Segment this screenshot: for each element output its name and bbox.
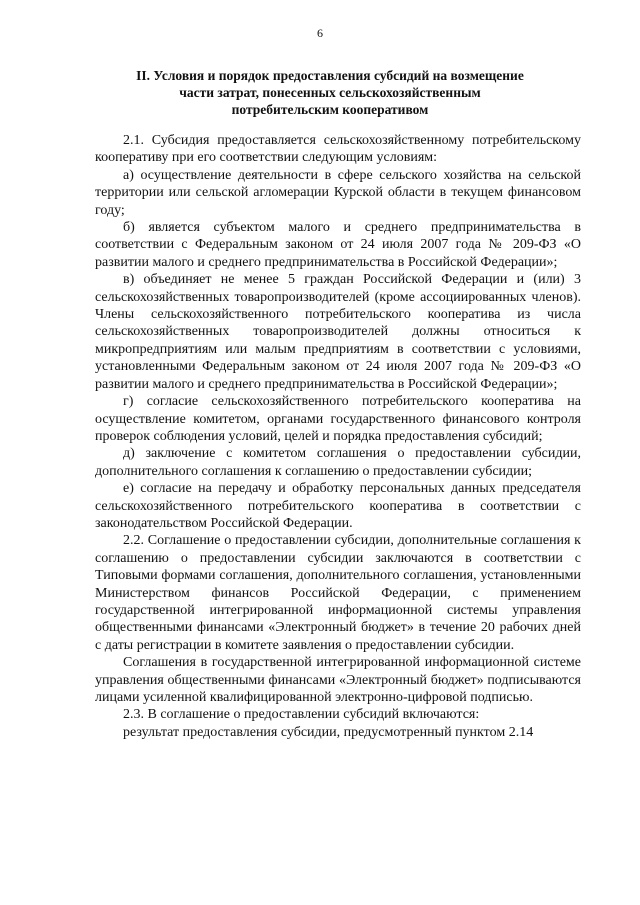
paragraph-agreements-signing: Соглашения в государственной интегрированной информационной системе управления общественными финансами «Электронный бюджет» подписываются лицами усиленной квалифицированной электронно-цифровой подписью. bbox=[95, 655, 581, 705]
paragraph-result: результат предоставления субсидии, предусмотренный пунктом 2.14 bbox=[123, 724, 534, 740]
paragraph-condition-c: в) объединяет не менее 5 граждан Российской Федерации и (или) 3 сельскохозяйственных товаропроизводителей (кроме ассоциированных членов). Члены сельскохозяйственного потребительского кооператива из числа сельскохозяйственных товаропроизводителей должны относиться к микропредприятиям или малым предприятиям в соответствии с условиями, установленными Федеральным законом от 24 июля 2007 года № 209-ФЗ «О развитии малого и среднего предпринимательства в Российской Федерации»; bbox=[95, 272, 581, 392]
section-title-line-2: части затрат, понесенных сельскохозяйственным bbox=[179, 85, 481, 100]
paragraph-2-2: 2.2. Соглашение о предоставлении субсидии, дополнительные соглашения к соглашению о предоставлении субсидии заключаются в соответствии с Типовыми формами соглашения, дополнительного соглашения, установленными Министерством финансов Российской Федерации, с применением государственной интегрированной информационной системы управления общественными финансами «Электронный бюджет» в течение 20 рабочих дней с даты регистрации в комитете заявления о предоставлении субсидии. bbox=[95, 533, 581, 653]
section-title-line-3: потребительским кооперативом bbox=[231, 102, 429, 117]
paragraph-condition-a: а) осуществление деятельности в сфере сельского хозяйства на сельской территории или сельской агломерации Курской области в текущем финансовом году; bbox=[95, 167, 581, 218]
page-number: 6 bbox=[317, 26, 323, 40]
paragraph-condition-b: б) является субъектом малого и среднего предпринимательства в соответствии с Федеральным законом от 24 июля 2007 года № 209-ФЗ «О развитии малого и среднего предпринимательства в Российской Федерации»; bbox=[95, 220, 581, 270]
paragraph-condition-d: г) согласие сельскохозяйственного потребительского кооператива на осуществление комитетом, органами государственного финансового контроля проверок соблюдения условий, целей и порядка предоставления субсидий; bbox=[95, 394, 581, 444]
document-body bbox=[95, 132, 581, 741]
paragraph-condition-f: е) согласие на передачу и обработку персональных данных председателя сельскохозяйственного потребительского кооператива в соответствии с законодательством Российской Федерации. bbox=[95, 481, 581, 531]
paragraph-2-1: 2.1. Субсидия предоставляется сельскохозяйственному потребительскому кооперативу при его соответствии следующим условиям: bbox=[95, 133, 581, 166]
section-title-line-1: II. Условия и порядок предоставления субсидий на возмещение bbox=[136, 68, 524, 83]
section-title bbox=[110, 67, 550, 118]
paragraph-2-3: 2.3. В соглашение о предоставлении субсидий включаются: bbox=[123, 707, 480, 723]
paragraph-condition-e: д) заключение с комитетом соглашения о предоставлении субсидии, дополнительного соглашения к соглашению о предоставлении субсидии; bbox=[95, 446, 581, 479]
